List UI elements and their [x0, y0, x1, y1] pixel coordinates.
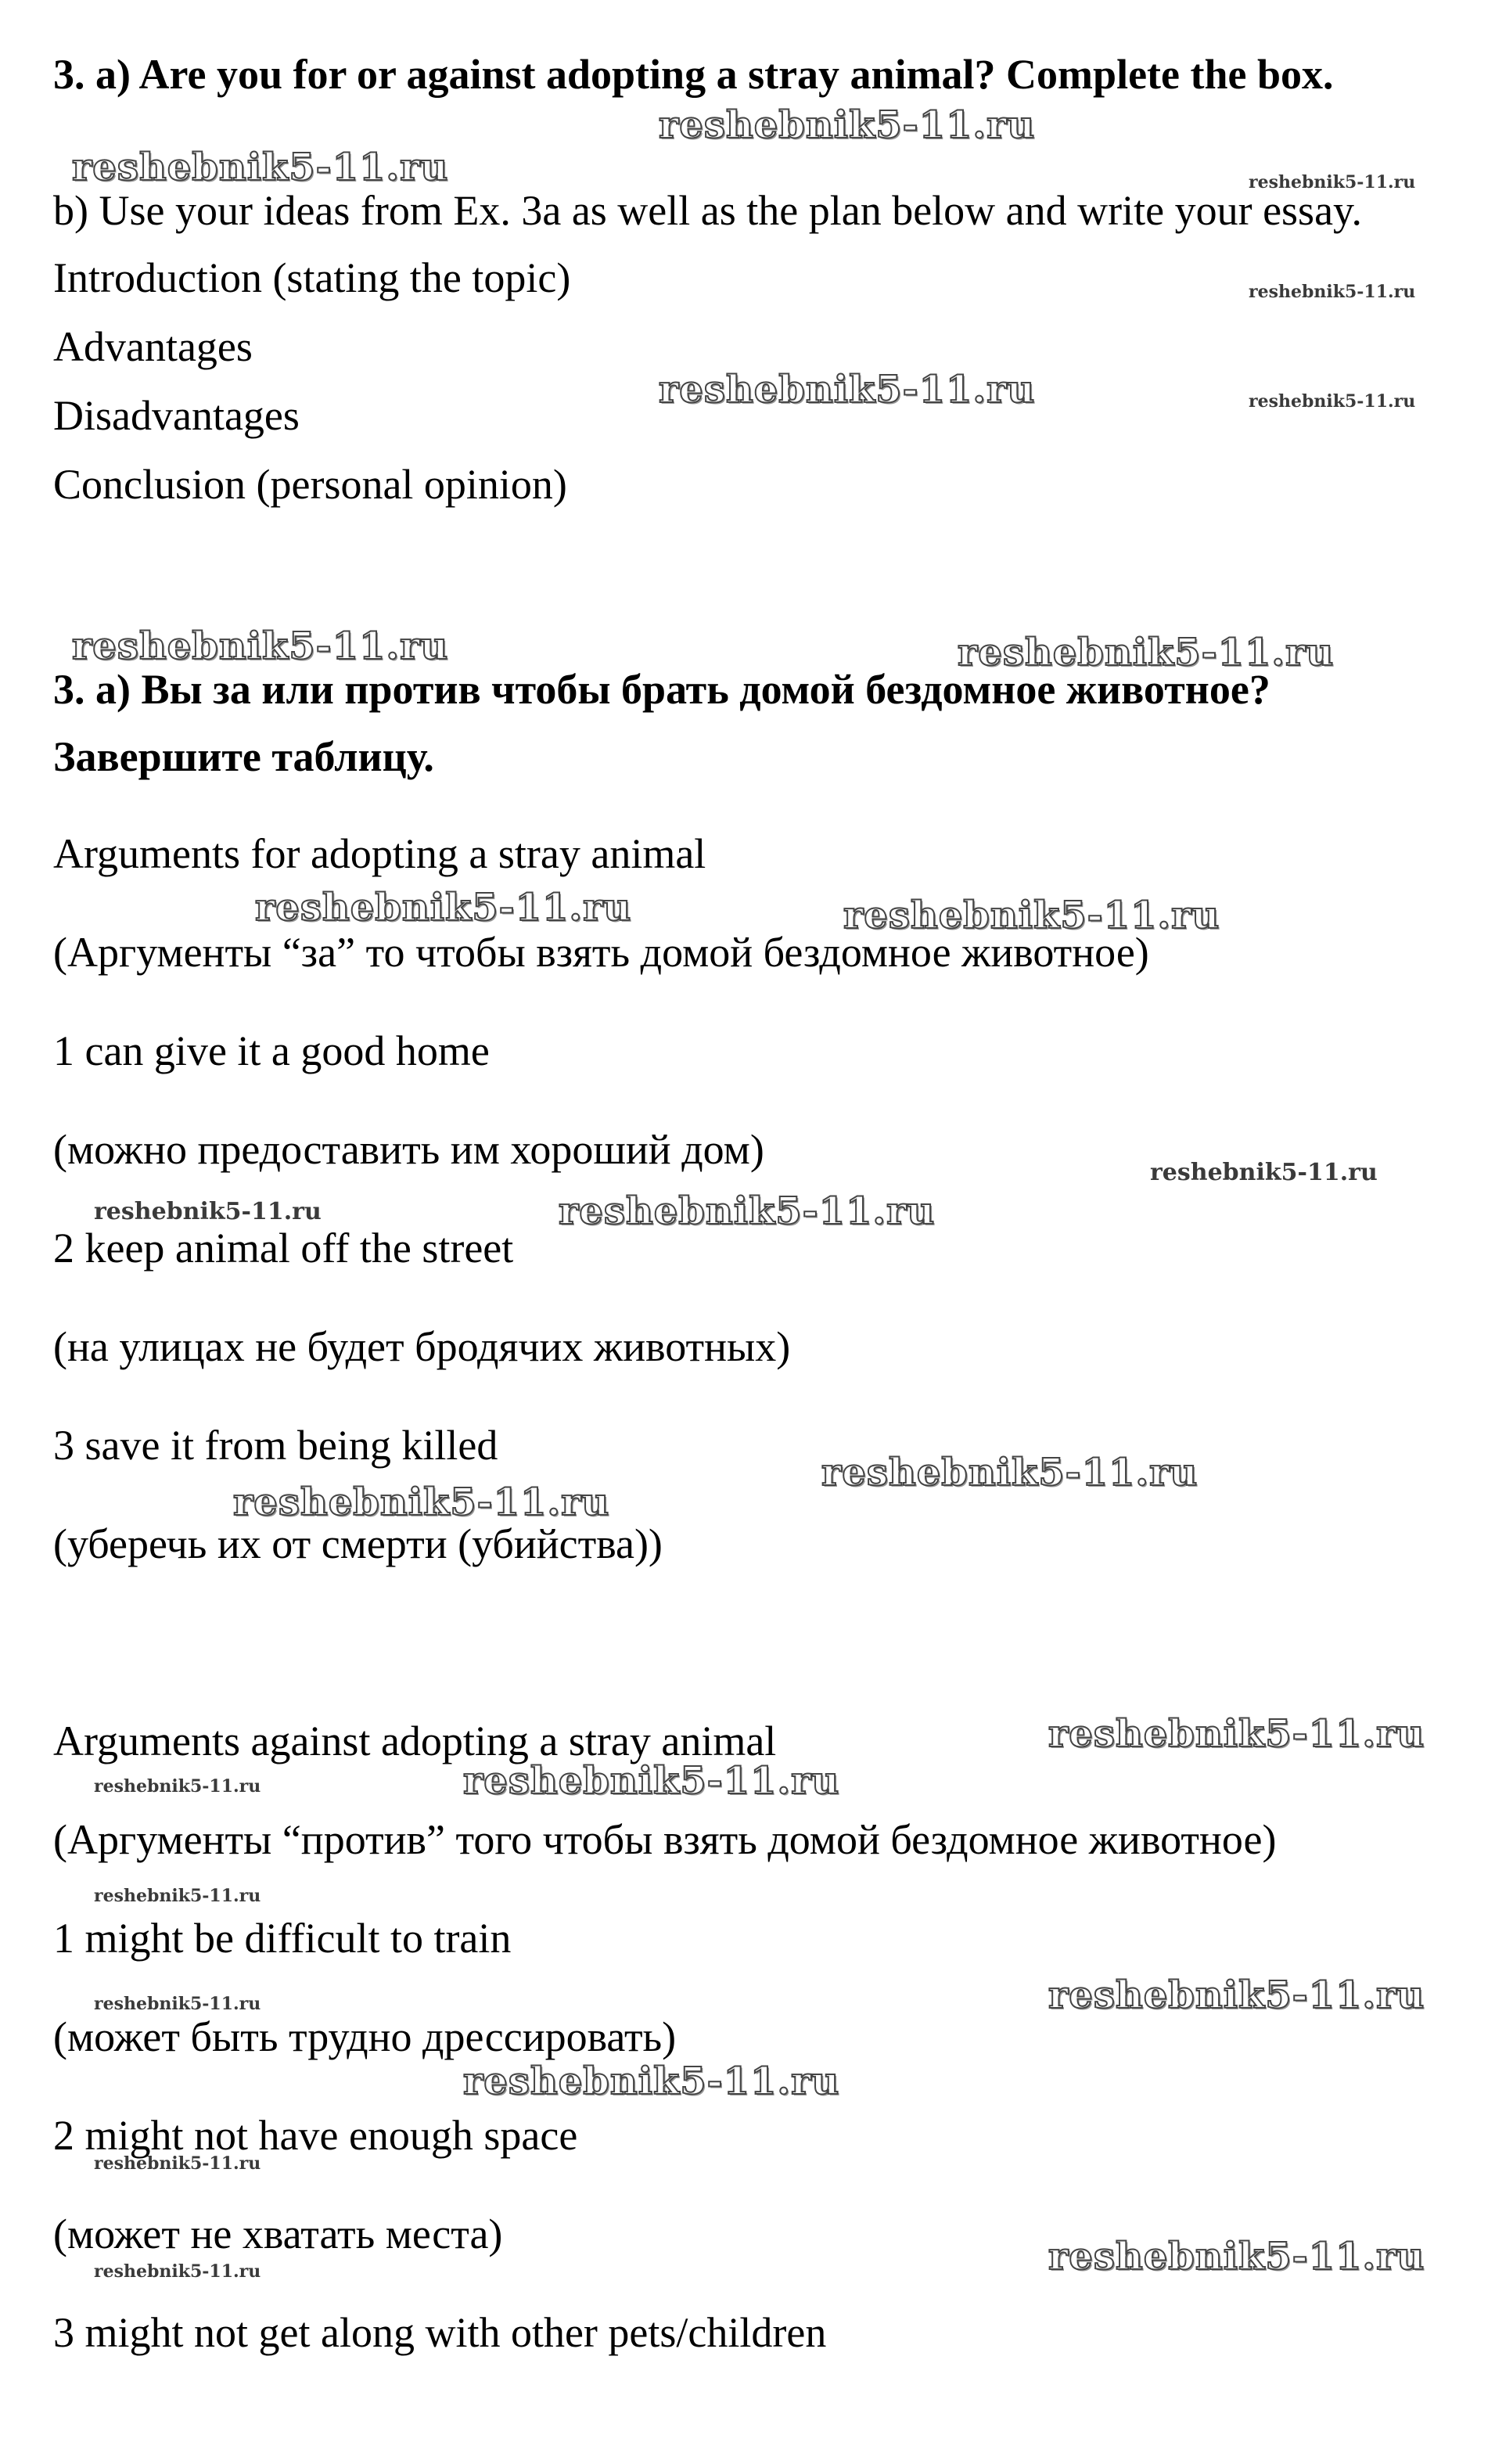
for-argument-2-ru: (на улицах не будет бродячих животных) [53, 1323, 791, 1370]
watermark: reshebnik5-11.ru [1048, 2235, 1425, 2279]
watermark: reshebnik5-11.ru [659, 368, 1036, 412]
plan-item-disadvantages: Disadvantages [53, 392, 300, 439]
exercise-heading-en: 3. a) Are you for or against adopting a stray animal? Complete the box. [53, 51, 1334, 98]
against-argument-2: 2 might not have enough space [53, 2112, 578, 2159]
exercise-heading-ru: 3. а) Вы за или против чтобы брать домой бездомное животное? [53, 666, 1270, 713]
watermark: reshebnik5-11.ru [1249, 282, 1416, 302]
watermark: reshebnik5-11.ru [821, 1451, 1199, 1495]
for-argument-3: 3 save it from being killed [53, 1422, 498, 1469]
watermark: reshebnik5-11.ru [94, 1886, 261, 1906]
watermark: reshebnik5-11.ru [659, 103, 1036, 147]
watermark: reshebnik5-11.ru [94, 2261, 261, 2282]
against-argument-2-ru: (может не хватать места) [53, 2210, 503, 2257]
plan-item-introduction: Introduction (stating the topic) [53, 254, 571, 301]
watermark: reshebnik5-11.ru [255, 886, 632, 930]
against-arguments-title-ru: (Аргументы “против” того чтобы взять домой бездомное животное) [53, 1816, 1277, 1863]
watermark: reshebnik5-11.ru [1249, 391, 1416, 412]
watermark: reshebnik5-11.ru [233, 1480, 610, 1524]
for-arguments-title: Arguments for adopting a stray animal [53, 830, 706, 877]
for-argument-3-ru: (уберечь их от смерти (убийства)) [53, 1520, 663, 1567]
for-arguments-title-ru: (Аргументы “за” то чтобы взять домой бездомное животное) [53, 929, 1149, 976]
watermark: reshebnik5-11.ru [843, 894, 1220, 937]
essay-instruction: b) Use your ideas from Ex. 3a as well as the plan below and write your essay. [53, 187, 1363, 234]
exercise-heading-ru-line2: Завершите таблицу. [53, 733, 434, 780]
against-argument-3: 3 might not get along with other pets/children [53, 2309, 827, 2356]
watermark: reshebnik5-11.ru [94, 1198, 322, 1225]
watermark: reshebnik5-11.ru [94, 1994, 261, 2014]
watermark: reshebnik5-11.ru [72, 146, 449, 189]
watermark: reshebnik5-11.ru [1048, 1712, 1425, 1756]
watermark: reshebnik5-11.ru [94, 2153, 261, 2174]
for-argument-1: 1 can give it a good home [53, 1027, 490, 1074]
for-argument-1-ru: (можно предоставить им хороший дом) [53, 1126, 764, 1173]
against-argument-1: 1 might be difficult to train [53, 1915, 512, 1962]
against-arguments-title: Arguments against adopting a stray animal [53, 1718, 777, 1764]
plan-item-conclusion: Conclusion (personal opinion) [53, 461, 567, 508]
plan-item-advantages: Advantages [53, 323, 253, 370]
watermark: reshebnik5-11.ru [1048, 1973, 1425, 2017]
watermark: reshebnik5-11.ru [72, 624, 449, 668]
watermark: reshebnik5-11.ru [463, 2059, 840, 2103]
watermark: reshebnik5-11.ru [1249, 172, 1416, 192]
against-argument-1-ru: (может быть трудно дрессировать) [53, 2013, 677, 2060]
watermark: reshebnik5-11.ru [958, 631, 1335, 674]
watermark: reshebnik5-11.ru [1150, 1159, 1378, 1186]
watermark: reshebnik5-11.ru [463, 1759, 840, 1803]
watermark: reshebnik5-11.ru [94, 1776, 261, 1797]
watermark: reshebnik5-11.ru [559, 1189, 936, 1233]
for-argument-2: 2 keep animal off the street [53, 1225, 514, 1272]
